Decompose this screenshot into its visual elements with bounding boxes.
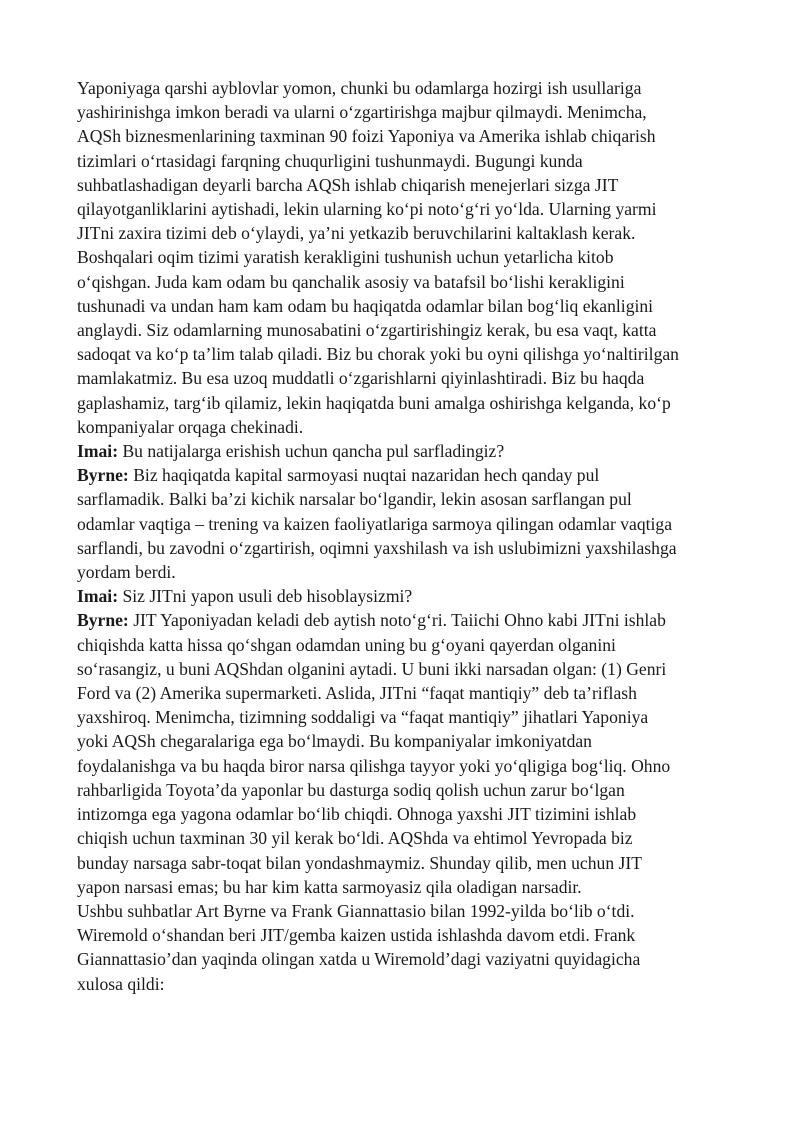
text-line: yordam berdi.: [77, 562, 176, 583]
text-line: [77, 463, 725, 487]
text-line: Boshqalari oqim tizimi yaratish kerakligini tushunish uchun yetarlicha kitob: [77, 247, 614, 268]
text-line: yoki AQSh chegaralariga ega bo‘lmaydi. Bu kompaniyalar imkoniyatdan: [77, 731, 592, 752]
text-line: bunday narsaga sabr-toqat bilan yondashmaymiz. Shunday qilib, men uchun JIT: [77, 852, 642, 873]
text-line: intizomga ega yagona odamlar bo‘lib chiqdi. Ohnoga yaxshi JIT tizimini ishlab: [77, 804, 637, 825]
question-1: [77, 439, 725, 463]
text-line: odamlar vaqtiga – trening va kaizen faoliyatlariga sarmoya qilingan odamlar vaqtiga: [77, 513, 673, 534]
text-line: sarflamadik. Balki ba’zi kichik narsalar bo‘lgandir, lekin asosan sarflangan pul: [77, 489, 632, 510]
text-line: Yaponiyaga qarshi ayblovlar yomon, chunki bu odamlarga hozirgi ish usullariga: [77, 78, 642, 98]
answer-text: JIT Yaponiyadan keladi deb aytish noto‘g‘ri. Taiichi Ohno kabi JITni ishlab: [128, 610, 666, 631]
text-line: [77, 608, 725, 632]
answer-2: [77, 608, 725, 898]
speaker-label: Byrne:: [77, 610, 129, 631]
paragraph-intro: [77, 76, 725, 439]
text-line: [77, 584, 725, 608]
text-line: kompaniyalar orqaga chekinadi.: [77, 416, 304, 437]
text-line: AQSh biznesmenlarining taxminan 90 foizi Yaponiya va Amerika ishlab chiqarish: [77, 126, 656, 147]
text-line: suhbatlashadigan deyarli barcha AQSh ishlab chiqarish menejerlari sizga JIT: [77, 174, 619, 195]
text-line: Ford va (2) Amerika supermarketi. Aslida, JITni “faqat mantiqiy” deb ta’riflash: [77, 683, 637, 704]
text-line: chiqishda katta hissa qo‘shgan odamdan uning bu g‘oyani qayerdan olganini: [77, 634, 616, 655]
text-line: yashirinishga imkon beradi va ularni o‘zgartirishga majbur qilmaydi. Menimcha,: [77, 102, 647, 123]
text-line: JITni zaxira tizimi deb o‘ylaydi, ya’ni yetkazib beruvchilarini kaltaklash kerak.: [77, 223, 636, 244]
text-line: sadoqat va ko‘p ta’lim talab qiladi. Biz bu chorak yoki bu oyni qilishga yo‘naltirilgan: [77, 344, 679, 365]
text-line: yaxshiroq. Menimcha, tizimning soddaligi va “faqat mantiqiy” jihatlari Yaponiya: [77, 707, 649, 728]
question-2: [77, 584, 725, 608]
text-line: so‘rasangiz, u buni AQShdan olganini aytadi. U buni ikki narsadan olgan: (1) Genri: [77, 658, 667, 679]
text-line: tushunadi va undan ham kam odam bu haqiqatda odamlar bilan bog‘liq ekanligini: [77, 295, 654, 316]
text-line: chiqish uchun taxminan 30 yil kerak bo‘ldi. AQShda va ehtimol Yevropada biz: [77, 828, 633, 849]
text-line: foydalanishga va bu haqda biror narsa qilishga tayyor yoki yo‘qligiga bog‘liq. Ohno: [77, 755, 671, 776]
text-line: Giannattasio’dan yaqinda olingan xatda u Wiremold’dagi vaziyatni quyidagicha: [77, 949, 641, 970]
speaker-label: Imai:: [77, 441, 119, 462]
text-line: sarflandi, bu zavodni o‘zgartirish, oqimni yaxshilash va ish uslubimizni yaxshilashga: [77, 537, 677, 558]
speaker-label: Imai:: [77, 586, 119, 607]
text-line: Wiremold o‘shandan beri JIT/gemba kaizen ustida ishlashda davom etdi. Frank: [77, 925, 636, 946]
text-line: [77, 439, 725, 463]
text-line: rahbarligida Toyota’da yaponlar bu dasturga sodiq qolish uchun zarur bo‘lgan: [77, 779, 625, 800]
text-line: mamlakatmiz. Bu esa uzoq muddatli o‘zgarishlarni qiyinlashtiradi. Biz bu haqda: [77, 368, 645, 389]
question-text: Siz JITni yapon usuli deb hisoblaysizmi?: [118, 586, 413, 607]
answer-1: [77, 463, 725, 584]
text-line: yapon narsasi emas; bu har kim katta sarmoyasiz qila oladigan narsadir.: [77, 876, 582, 897]
text-line: xulosa qildi:: [77, 973, 165, 994]
text-line: anglaydi. Siz odamlarning munosabatini o‘zgartirishingiz kerak, bu esa vaqt, katta: [77, 320, 657, 341]
answer-text: Biz haqiqatda kapital sarmoyasi nuqtai nazaridan hech qanday pul: [128, 465, 600, 486]
speaker-label: Byrne:: [77, 465, 129, 486]
text-line: gaplashamiz, targ‘ib qilamiz, lekin haqiqatda buni amalga oshirishga kelganda, ko‘p: [77, 392, 671, 413]
document-page: [77, 76, 725, 996]
text-line: o‘qishgan. Juda kam odam bu qanchalik asosiy va batafsil bo‘lishi kerakligini: [77, 271, 625, 292]
paragraph-closing: [77, 899, 725, 996]
text-line: tizimlari o‘rtasidagi farqning chuqurligini tushunmaydi. Bugungi kunda: [77, 150, 583, 171]
question-text: Bu natijalarga erishish uchun qancha pul sarfladingiz?: [118, 441, 505, 462]
text-line: Ushbu suhbatlar Art Byrne va Frank Giannattasio bilan 1992-yilda bo‘lib o‘tdi.: [77, 900, 635, 921]
text-line: qilayotganliklarini aytishadi, lekin ularning ko‘pi noto‘g‘ri yo‘lda. Ularning yarmi: [77, 199, 657, 220]
